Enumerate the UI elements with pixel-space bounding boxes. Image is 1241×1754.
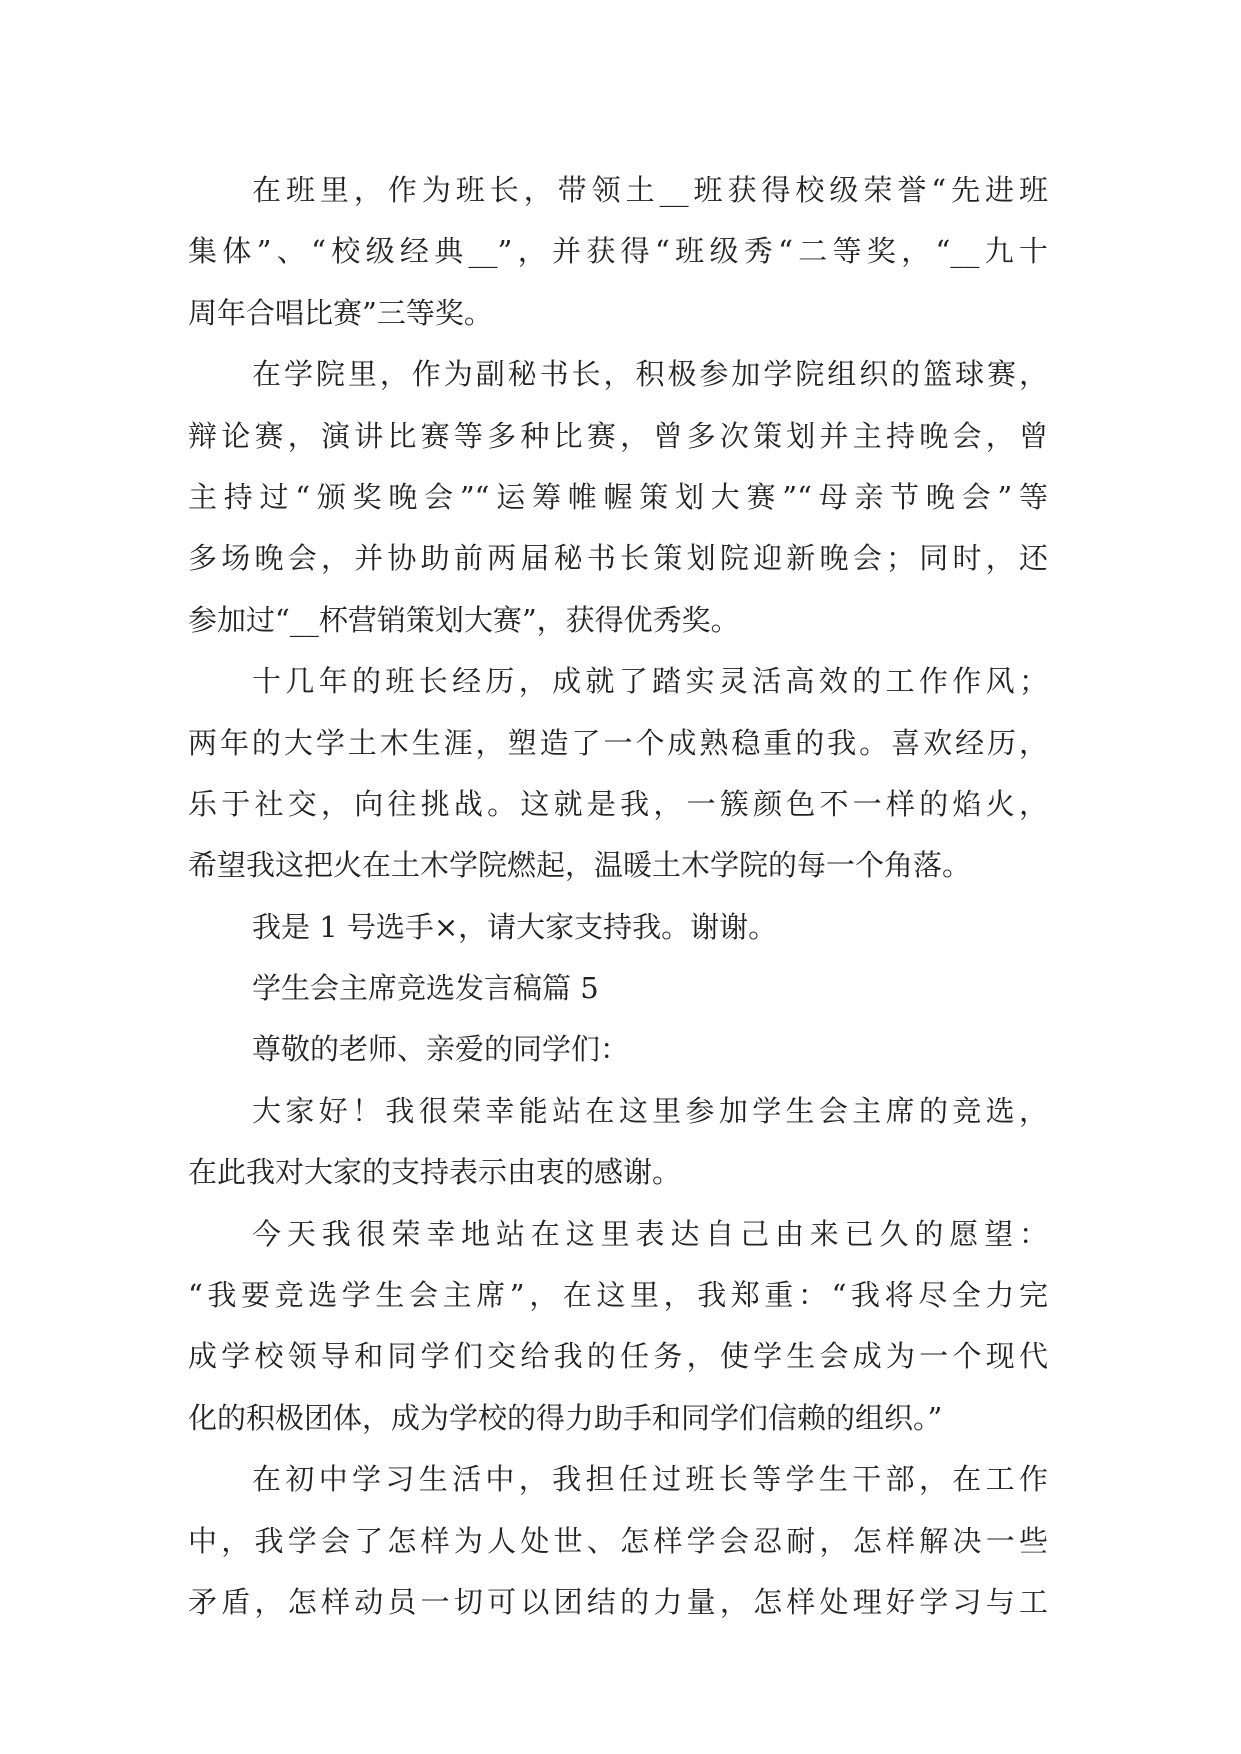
text-line: 希望我这把火在土木学院燃起，温暖土木学院的每一个角落。 bbox=[188, 848, 972, 883]
text-line: 中，我学会了怎样为人处世、怎样学会忍耐，怎样解决一些 bbox=[188, 1523, 1048, 1558]
salutation: 尊敬的老师、亲爱的同学们： bbox=[252, 1032, 630, 1067]
text-line: 成学校领导和同学们交给我的任务，使学生会成为一个现代 bbox=[188, 1339, 1048, 1374]
text-line: 参加过“__杯营销策划大赛”，获得优秀奖。 bbox=[188, 602, 740, 637]
text-line: 矛盾，怎样动员一切可以团结的力量，怎样处理好学习与工 bbox=[188, 1584, 1048, 1619]
text-line: 大家好！我很荣幸能站在这里参加学生会主席的竞选， bbox=[252, 1093, 1048, 1128]
text-line: 我是 1 号选手×，请大家支持我。谢谢。 bbox=[252, 909, 778, 944]
text-line: 周年合唱比赛”三等奖。 bbox=[188, 295, 493, 330]
text-line: 两年的大学土木生涯，塑造了一个成熟稳重的我。喜欢经历， bbox=[188, 725, 1048, 760]
text-line: 今天我很荣幸地站在这里表达自己由来已久的愿望： bbox=[252, 1216, 1048, 1251]
text-line: 化的积极团体，成为学校的得力助手和同学们信赖的组织。” bbox=[188, 1400, 943, 1435]
text-line: 集体”、“校级经典__”，并获得“班级秀“二等奖，“__九十 bbox=[188, 234, 1048, 269]
text-line: 乐于社交，向往挑战。这就是我，一簇颜色不一样的焰火， bbox=[188, 786, 1048, 821]
body-text bbox=[188, 160, 1048, 1633]
text-line: 在此我对大家的支持表示由衷的感谢。 bbox=[188, 1155, 682, 1190]
text-line: 在学院里，作为副秘书长，积极参加学院组织的篮球赛， bbox=[252, 357, 1048, 392]
text-line: 辩论赛，演讲比赛等多种比赛，曾多次策划并主持晚会，曾 bbox=[188, 418, 1048, 453]
text-line: 十几年的班长经历，成就了踏实灵活高效的工作作风； bbox=[252, 664, 1048, 699]
text-line: 主持过“颁奖晚会”“运筹帷幄策划大赛”“母亲节晚会”等 bbox=[188, 479, 1048, 514]
text-line: “我要竞选学生会主席”，在这里，我郑重：“我将尽全力完 bbox=[188, 1278, 1048, 1313]
section-heading: 学生会主席竞选发言稿篇 5 bbox=[252, 971, 599, 1006]
text-line: 在班里，作为班长，带领土__班获得校级荣誉“先进班 bbox=[252, 173, 1048, 207]
text-line: 多场晚会，并协助前两届秘书长策划院迎新晚会；同时，还 bbox=[188, 541, 1048, 576]
text-line: 在初中学习生活中，我担任过班长等学生干部，在工作 bbox=[252, 1462, 1048, 1497]
